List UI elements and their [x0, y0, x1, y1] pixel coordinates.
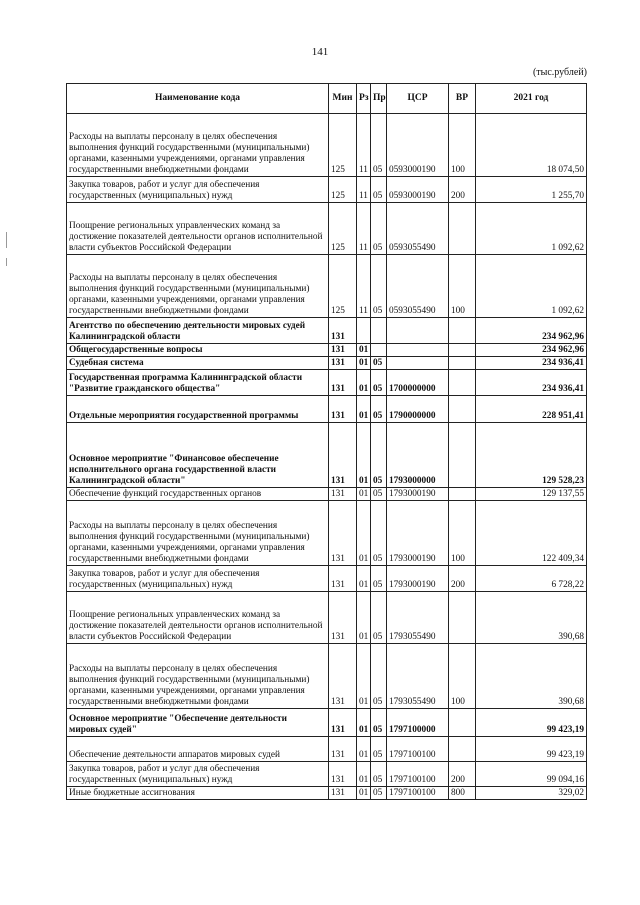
- cell-vr: 200: [449, 177, 476, 203]
- table-row: [67, 644, 587, 709]
- cell-pr: 05: [371, 709, 387, 737]
- table-row: [67, 709, 587, 737]
- table-row: [67, 177, 587, 203]
- cell-sum: 99 423,19: [476, 737, 587, 762]
- cell-min: 131: [329, 488, 357, 501]
- cell-csr: 0593055490: [387, 203, 449, 255]
- cell-rz: 01: [357, 762, 371, 787]
- cell-pr: 05: [371, 370, 387, 396]
- table-row: [67, 488, 587, 501]
- cell-vr: [449, 344, 476, 357]
- cell-csr: 1793055490: [387, 592, 449, 644]
- cell-csr: 0593000190: [387, 114, 449, 177]
- cell-rz: 01: [357, 423, 371, 488]
- table-row: [67, 566, 587, 592]
- cell-rz: 01: [357, 396, 371, 423]
- cell-name: Расходы на выплаты персоналу в целях обеспечения выполнения функций государственными (муниципальными) органами, казенными учреждениями, органами управления государственными внебюджетными фондами: [67, 255, 329, 318]
- cell-min: 125: [329, 255, 357, 318]
- cell-csr: 1797100100: [387, 737, 449, 762]
- cell-name: Обеспечение деятельности аппаратов мировых судей: [67, 737, 329, 762]
- cell-min: 125: [329, 177, 357, 203]
- cell-csr: 1793000000: [387, 423, 449, 488]
- cell-sum: 234 962,96: [476, 318, 587, 344]
- cell-rz: 01: [357, 787, 371, 800]
- cell-name: Обеспечение функций государственных органов: [67, 488, 329, 501]
- cell-name: Закупка товаров, работ и услуг для обеспечения государственных (муниципальных) нужд: [67, 762, 329, 787]
- cell-rz: 01: [357, 566, 371, 592]
- cell-rz: 01: [357, 709, 371, 737]
- cell-csr: 1797100100: [387, 762, 449, 787]
- cell-csr: 1793000190: [387, 566, 449, 592]
- cell-rz: 01: [357, 357, 371, 370]
- cell-min: 131: [329, 423, 357, 488]
- table-row: [67, 396, 587, 423]
- page-number: 141: [311, 46, 329, 58]
- cell-rz: 01: [357, 344, 371, 357]
- cell-rz: 11: [357, 114, 371, 177]
- cell-pr: 05: [371, 255, 387, 318]
- header-pr: Пр: [371, 84, 387, 114]
- cell-min: 131: [329, 370, 357, 396]
- cell-rz: 01: [357, 488, 371, 501]
- cell-vr: 100: [449, 644, 476, 709]
- cell-pr: 05: [371, 357, 387, 370]
- cell-vr: 200: [449, 762, 476, 787]
- cell-name: Закупка товаров, работ и услуг для обеспечения государственных (муниципальных) нужд: [67, 177, 329, 203]
- cell-csr: 1793055490: [387, 644, 449, 709]
- cell-vr: [449, 488, 476, 501]
- cell-name: Государственная программа Калининградской области "Развитие гражданского общества": [67, 370, 329, 396]
- cell-vr: [449, 592, 476, 644]
- cell-rz: 01: [357, 644, 371, 709]
- cell-sum: 1 092,62: [476, 255, 587, 318]
- cell-min: 131: [329, 318, 357, 344]
- header-csr: ЦСР: [387, 84, 449, 114]
- cell-csr: [387, 344, 449, 357]
- cell-name: Иные бюджетные ассигнования: [67, 787, 329, 800]
- cell-csr: [387, 357, 449, 370]
- table-row: [67, 344, 587, 357]
- cell-csr: 0593055490: [387, 255, 449, 318]
- cell-csr: 1790000000: [387, 396, 449, 423]
- cell-min: 131: [329, 709, 357, 737]
- cell-csr: 0593000190: [387, 177, 449, 203]
- cell-min: 131: [329, 357, 357, 370]
- cell-name: Закупка товаров, работ и услуг для обеспечения государственных (муниципальных) нужд: [67, 566, 329, 592]
- cell-name: Основное мероприятие "Финансовое обеспечение исполнительного органа государственной власти Калининградской области": [67, 423, 329, 488]
- cell-pr: [371, 344, 387, 357]
- cell-sum: 122 409,34: [476, 501, 587, 566]
- cell-min: 125: [329, 114, 357, 177]
- cell-pr: 05: [371, 592, 387, 644]
- cell-name: Общегосударственные вопросы: [67, 344, 329, 357]
- cell-pr: 05: [371, 203, 387, 255]
- cell-rz: 11: [357, 255, 371, 318]
- cell-name: Поощрение региональных управленческих команд за достижение показателей деятельности органов исполнительной власти субъектов Российской Федерации: [67, 203, 329, 255]
- table-row: [67, 787, 587, 800]
- cell-rz: 01: [357, 501, 371, 566]
- cell-rz: 11: [357, 203, 371, 255]
- cell-min: 131: [329, 396, 357, 423]
- cell-name: Судебная система: [67, 357, 329, 370]
- header-min: Мин: [329, 84, 357, 114]
- cell-sum: 129 137,55: [476, 488, 587, 501]
- table-row: [67, 114, 587, 177]
- table-row: [67, 737, 587, 762]
- table-row: [67, 501, 587, 566]
- cell-sum: 18 074,50: [476, 114, 587, 177]
- cell-min: 131: [329, 344, 357, 357]
- cell-csr: 1793000190: [387, 501, 449, 566]
- cell-min: 131: [329, 737, 357, 762]
- cell-name: Расходы на выплаты персоналу в целях обеспечения выполнения функций государственными (муниципальными) органами, казенными учреждениями, органами управления государственными внебюджетными фондами: [67, 644, 329, 709]
- cell-csr: 1700000000: [387, 370, 449, 396]
- cell-pr: 05: [371, 396, 387, 423]
- margin-mark: [6, 232, 7, 248]
- cell-pr: 05: [371, 762, 387, 787]
- cell-sum: 6 728,22: [476, 566, 587, 592]
- cell-vr: [449, 203, 476, 255]
- cell-csr: 1797100000: [387, 709, 449, 737]
- cell-name: Расходы на выплаты персоналу в целях обеспечения выполнения функций государственными (муниципальными) органами, казенными учреждениями, органами управления государственными внебюджетными фондами: [67, 114, 329, 177]
- cell-rz: 01: [357, 737, 371, 762]
- table-row: [67, 357, 587, 370]
- cell-name: Агентство по обеспечению деятельности мировых судей Калининградской области: [67, 318, 329, 344]
- cell-pr: 05: [371, 566, 387, 592]
- cell-vr: [449, 318, 476, 344]
- cell-pr: 05: [371, 644, 387, 709]
- cell-min: 131: [329, 787, 357, 800]
- table-row: [67, 592, 587, 644]
- cell-pr: 05: [371, 423, 387, 488]
- cell-min: 131: [329, 566, 357, 592]
- table-header-row: [67, 84, 587, 114]
- table-row: [67, 255, 587, 318]
- cell-name: Расходы на выплаты персоналу в целях обеспечения выполнения функций государственными (муниципальными) органами, казенными учреждениями, органами управления государственными внебюджетными фондами: [67, 501, 329, 566]
- cell-vr: [449, 423, 476, 488]
- cell-sum: 390,68: [476, 592, 587, 644]
- table-body: [67, 114, 587, 800]
- cell-name: Отдельные мероприятия государственной программы: [67, 396, 329, 423]
- cell-pr: 05: [371, 737, 387, 762]
- cell-vr: 200: [449, 566, 476, 592]
- cell-sum: 390,68: [476, 644, 587, 709]
- margin-mark: [6, 258, 7, 266]
- cell-sum: 99 094,16: [476, 762, 587, 787]
- cell-sum: 1 092,62: [476, 203, 587, 255]
- cell-pr: 05: [371, 114, 387, 177]
- cell-sum: 1 255,70: [476, 177, 587, 203]
- cell-csr: [387, 318, 449, 344]
- budget-table: [66, 83, 587, 800]
- cell-rz: 01: [357, 370, 371, 396]
- cell-vr: 100: [449, 501, 476, 566]
- units-label: (тыс.рублей): [532, 67, 587, 78]
- cell-vr: [449, 396, 476, 423]
- header-sum: 2021 год: [476, 84, 587, 114]
- table-row: [67, 370, 587, 396]
- cell-sum: 129 528,23: [476, 423, 587, 488]
- cell-vr: 800: [449, 787, 476, 800]
- header-name: Наименование кода: [67, 84, 329, 114]
- cell-min: 131: [329, 592, 357, 644]
- cell-vr: 100: [449, 114, 476, 177]
- cell-vr: [449, 709, 476, 737]
- cell-vr: 100: [449, 255, 476, 318]
- table-row: [67, 423, 587, 488]
- cell-pr: 05: [371, 787, 387, 800]
- cell-sum: 234 962,96: [476, 344, 587, 357]
- cell-min: 131: [329, 501, 357, 566]
- cell-rz: [357, 318, 371, 344]
- cell-pr: [371, 318, 387, 344]
- header-vr: ВР: [449, 84, 476, 114]
- cell-min: 131: [329, 644, 357, 709]
- cell-csr: 1793000190: [387, 488, 449, 501]
- cell-name: Поощрение региональных управленческих команд за достижение показателей деятельности органов исполнительной власти субъектов Российской Федерации: [67, 592, 329, 644]
- cell-sum: 234 936,41: [476, 370, 587, 396]
- cell-name: Основное мероприятие "Обеспечение деятельности мировых судей": [67, 709, 329, 737]
- cell-pr: 05: [371, 488, 387, 501]
- cell-vr: [449, 357, 476, 370]
- cell-vr: [449, 370, 476, 396]
- cell-sum: 228 951,41: [476, 396, 587, 423]
- table-row: [67, 318, 587, 344]
- cell-sum: 329,02: [476, 787, 587, 800]
- cell-pr: 05: [371, 177, 387, 203]
- header-rz: Рз: [357, 84, 371, 114]
- table-row: [67, 203, 587, 255]
- cell-sum: 234 936,41: [476, 357, 587, 370]
- cell-min: 125: [329, 203, 357, 255]
- table-row: [67, 762, 587, 787]
- cell-csr: 1797100100: [387, 787, 449, 800]
- cell-pr: 05: [371, 501, 387, 566]
- cell-rz: 01: [357, 592, 371, 644]
- cell-vr: [449, 737, 476, 762]
- cell-sum: 99 423,19: [476, 709, 587, 737]
- cell-min: 131: [329, 762, 357, 787]
- cell-rz: 11: [357, 177, 371, 203]
